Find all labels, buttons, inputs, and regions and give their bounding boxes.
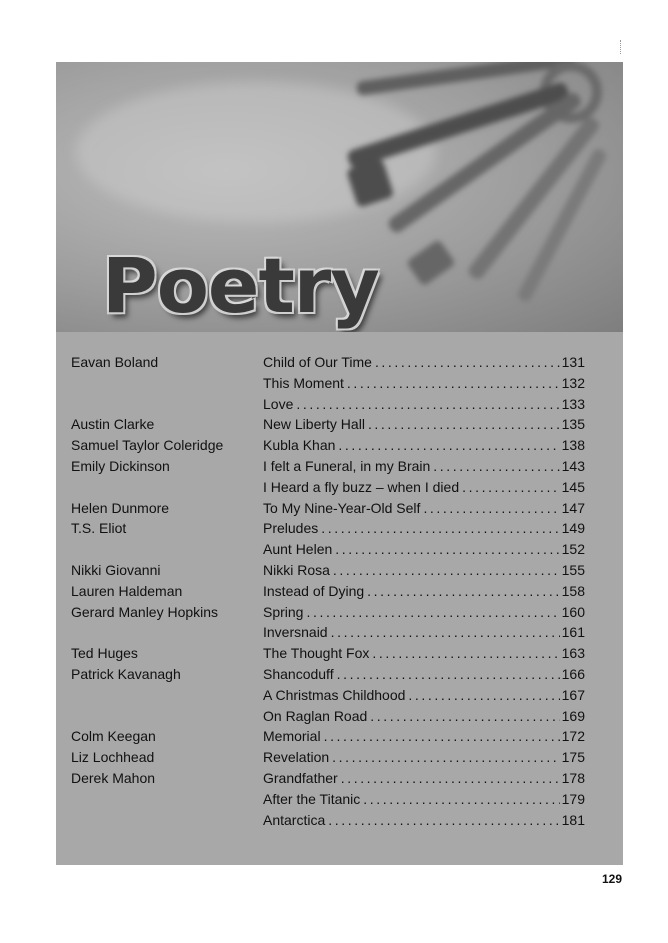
contents-row bbox=[56, 354, 623, 375]
dot-leader bbox=[324, 728, 560, 744]
poem-page-number: 147 bbox=[561, 499, 585, 516]
contents-row bbox=[56, 500, 623, 521]
dot-leader bbox=[331, 624, 560, 640]
poem-page-number: 145 bbox=[561, 478, 585, 495]
poet-name: Colm Keegan bbox=[71, 728, 156, 745]
contents-list bbox=[56, 354, 623, 832]
poem-entry bbox=[263, 728, 585, 744]
poem-title: Revelation bbox=[263, 749, 330, 766]
contents-row bbox=[56, 687, 623, 708]
dot-leader bbox=[372, 645, 559, 661]
contents-row bbox=[56, 749, 623, 770]
contents-panel bbox=[56, 62, 623, 865]
poet-name: Eavan Boland bbox=[71, 354, 159, 370]
poem-page-number: 132 bbox=[561, 374, 585, 391]
contents-row bbox=[56, 604, 623, 625]
poem-title: On Raglan Road bbox=[263, 707, 368, 724]
dot-leader bbox=[462, 479, 560, 495]
dot-leader bbox=[423, 500, 559, 516]
dot-leader bbox=[363, 791, 559, 807]
poem-entry bbox=[263, 749, 585, 765]
poem-page-number: 160 bbox=[561, 603, 585, 620]
poem-entry bbox=[263, 416, 585, 432]
contents-row bbox=[56, 479, 623, 500]
poem-entry bbox=[263, 520, 585, 536]
contents-row bbox=[56, 645, 623, 666]
contents-row bbox=[56, 541, 623, 562]
contents-row bbox=[56, 396, 623, 417]
poem-entry bbox=[263, 375, 585, 391]
poem-entry bbox=[263, 624, 585, 640]
contents-row bbox=[56, 708, 623, 729]
poem-entry bbox=[263, 500, 585, 516]
poet-name: Nikki Giovanni bbox=[71, 561, 161, 578]
poem-entry bbox=[263, 479, 585, 495]
dot-leader bbox=[335, 541, 559, 557]
poem-page-number: 138 bbox=[561, 437, 585, 454]
poem-page-number: 163 bbox=[561, 645, 585, 662]
poem-title: After the Titanic bbox=[263, 790, 361, 807]
poem-page-number: 172 bbox=[561, 728, 585, 745]
poet-name: Austin Clarke bbox=[71, 416, 155, 433]
poem-title: New Liberty Hall bbox=[263, 416, 365, 433]
poet-name: Ted Huges bbox=[71, 645, 138, 662]
contents-row bbox=[56, 624, 623, 645]
poem-page-number: 169 bbox=[561, 707, 585, 724]
contents-row bbox=[56, 437, 623, 458]
contents-row bbox=[56, 770, 623, 791]
poem-title: Grandfather bbox=[263, 769, 338, 786]
poem-page-number: 149 bbox=[561, 520, 585, 537]
poem-title: Spring bbox=[263, 603, 304, 620]
page-title: Poetry bbox=[102, 241, 379, 330]
dot-leader bbox=[375, 354, 560, 370]
poem-entry bbox=[263, 812, 585, 828]
poet-name: Helen Dunmore bbox=[71, 499, 170, 516]
poem-title: I felt a Funeral, in my Brain bbox=[263, 457, 431, 474]
poem-title: Aunt Helen bbox=[263, 541, 333, 558]
poem-title: I Heard a fly buzz – when I died bbox=[263, 478, 460, 495]
crop-mark bbox=[620, 40, 623, 54]
dot-leader bbox=[370, 708, 559, 724]
poem-title: A Christmas Childhood bbox=[263, 686, 406, 703]
poet-name: Samuel Taylor Coleridge bbox=[71, 437, 224, 454]
poem-page-number: 178 bbox=[561, 769, 585, 786]
poem-entry bbox=[263, 562, 585, 578]
contents-row bbox=[56, 791, 623, 812]
poem-page-number: 131 bbox=[561, 354, 585, 370]
contents-row bbox=[56, 416, 623, 437]
dot-leader bbox=[368, 416, 560, 432]
poem-entry bbox=[263, 458, 585, 474]
poet-name: Gerard Manley Hopkins bbox=[71, 603, 219, 620]
dot-leader bbox=[332, 749, 559, 765]
poem-page-number: 133 bbox=[561, 395, 585, 412]
poet-name: Liz Lochhead bbox=[71, 749, 155, 766]
poem-title: Antarctica bbox=[263, 811, 326, 828]
poet-name: Lauren Haldeman bbox=[71, 582, 183, 599]
dot-leader bbox=[367, 583, 559, 599]
poem-page-number: 175 bbox=[561, 749, 585, 766]
page-number: 129 bbox=[601, 872, 622, 886]
dot-leader bbox=[347, 375, 560, 391]
poem-entry bbox=[263, 687, 585, 703]
poem-entry bbox=[263, 708, 585, 724]
dot-leader bbox=[338, 437, 559, 453]
contents-row bbox=[56, 520, 623, 541]
poem-title: This Moment bbox=[263, 374, 344, 391]
poet-name: Derek Mahon bbox=[71, 769, 156, 786]
poem-page-number: 179 bbox=[561, 790, 585, 807]
dot-leader bbox=[328, 812, 559, 828]
contents-row bbox=[56, 562, 623, 583]
poem-entry bbox=[263, 791, 585, 807]
contents-row bbox=[56, 812, 623, 833]
contents-row bbox=[56, 583, 623, 604]
dot-leader bbox=[333, 562, 560, 578]
poem-title: Memorial bbox=[263, 728, 321, 745]
poem-page-number: 155 bbox=[561, 561, 585, 578]
poem-page-number: 166 bbox=[561, 665, 585, 682]
poem-entry bbox=[263, 645, 585, 661]
poet-name: Patrick Kavanagh bbox=[71, 665, 181, 682]
dot-leader bbox=[433, 458, 559, 474]
poem-title: Preludes bbox=[263, 520, 319, 537]
poem-entry bbox=[263, 770, 585, 786]
dot-leader bbox=[321, 520, 559, 536]
contents-row bbox=[56, 728, 623, 749]
dot-leader bbox=[408, 687, 559, 703]
contents-row bbox=[56, 666, 623, 687]
poem-page-number: 167 bbox=[561, 686, 585, 703]
poet-name: T.S. Eliot bbox=[71, 520, 127, 537]
poem-entry bbox=[263, 541, 585, 557]
poem-entry bbox=[263, 666, 585, 682]
dot-leader bbox=[337, 666, 560, 682]
poem-title: The Thought Fox bbox=[263, 645, 370, 662]
dot-leader bbox=[296, 396, 559, 412]
header-image bbox=[56, 62, 623, 332]
poem-page-number: 161 bbox=[561, 624, 585, 641]
poem-title: Kubla Khan bbox=[263, 437, 336, 454]
poem-title: Nikki Rosa bbox=[263, 561, 330, 578]
poem-page-number: 135 bbox=[561, 416, 585, 433]
poem-entry bbox=[263, 396, 585, 412]
contents-row bbox=[56, 458, 623, 479]
poem-title: To My Nine-Year-Old Self bbox=[263, 499, 421, 516]
poem-title: Love bbox=[263, 395, 294, 412]
poem-entry bbox=[263, 583, 585, 599]
poem-page-number: 158 bbox=[561, 582, 585, 599]
poem-title: Inversnaid bbox=[263, 624, 328, 641]
dot-leader bbox=[341, 770, 560, 786]
poem-entry bbox=[263, 354, 585, 370]
poem-title: Instead of Dying bbox=[263, 582, 365, 599]
contents-row bbox=[56, 375, 623, 396]
dot-leader bbox=[306, 604, 559, 620]
poem-entry bbox=[263, 437, 585, 453]
poem-page-number: 143 bbox=[561, 457, 585, 474]
poem-title: Shancoduff bbox=[263, 665, 334, 682]
poem-page-number: 152 bbox=[561, 541, 585, 558]
poem-entry bbox=[263, 604, 585, 620]
poet-name: Emily Dickinson bbox=[71, 457, 170, 474]
poem-page-number: 181 bbox=[561, 811, 585, 828]
poem-title: Child of Our Time bbox=[263, 354, 372, 370]
